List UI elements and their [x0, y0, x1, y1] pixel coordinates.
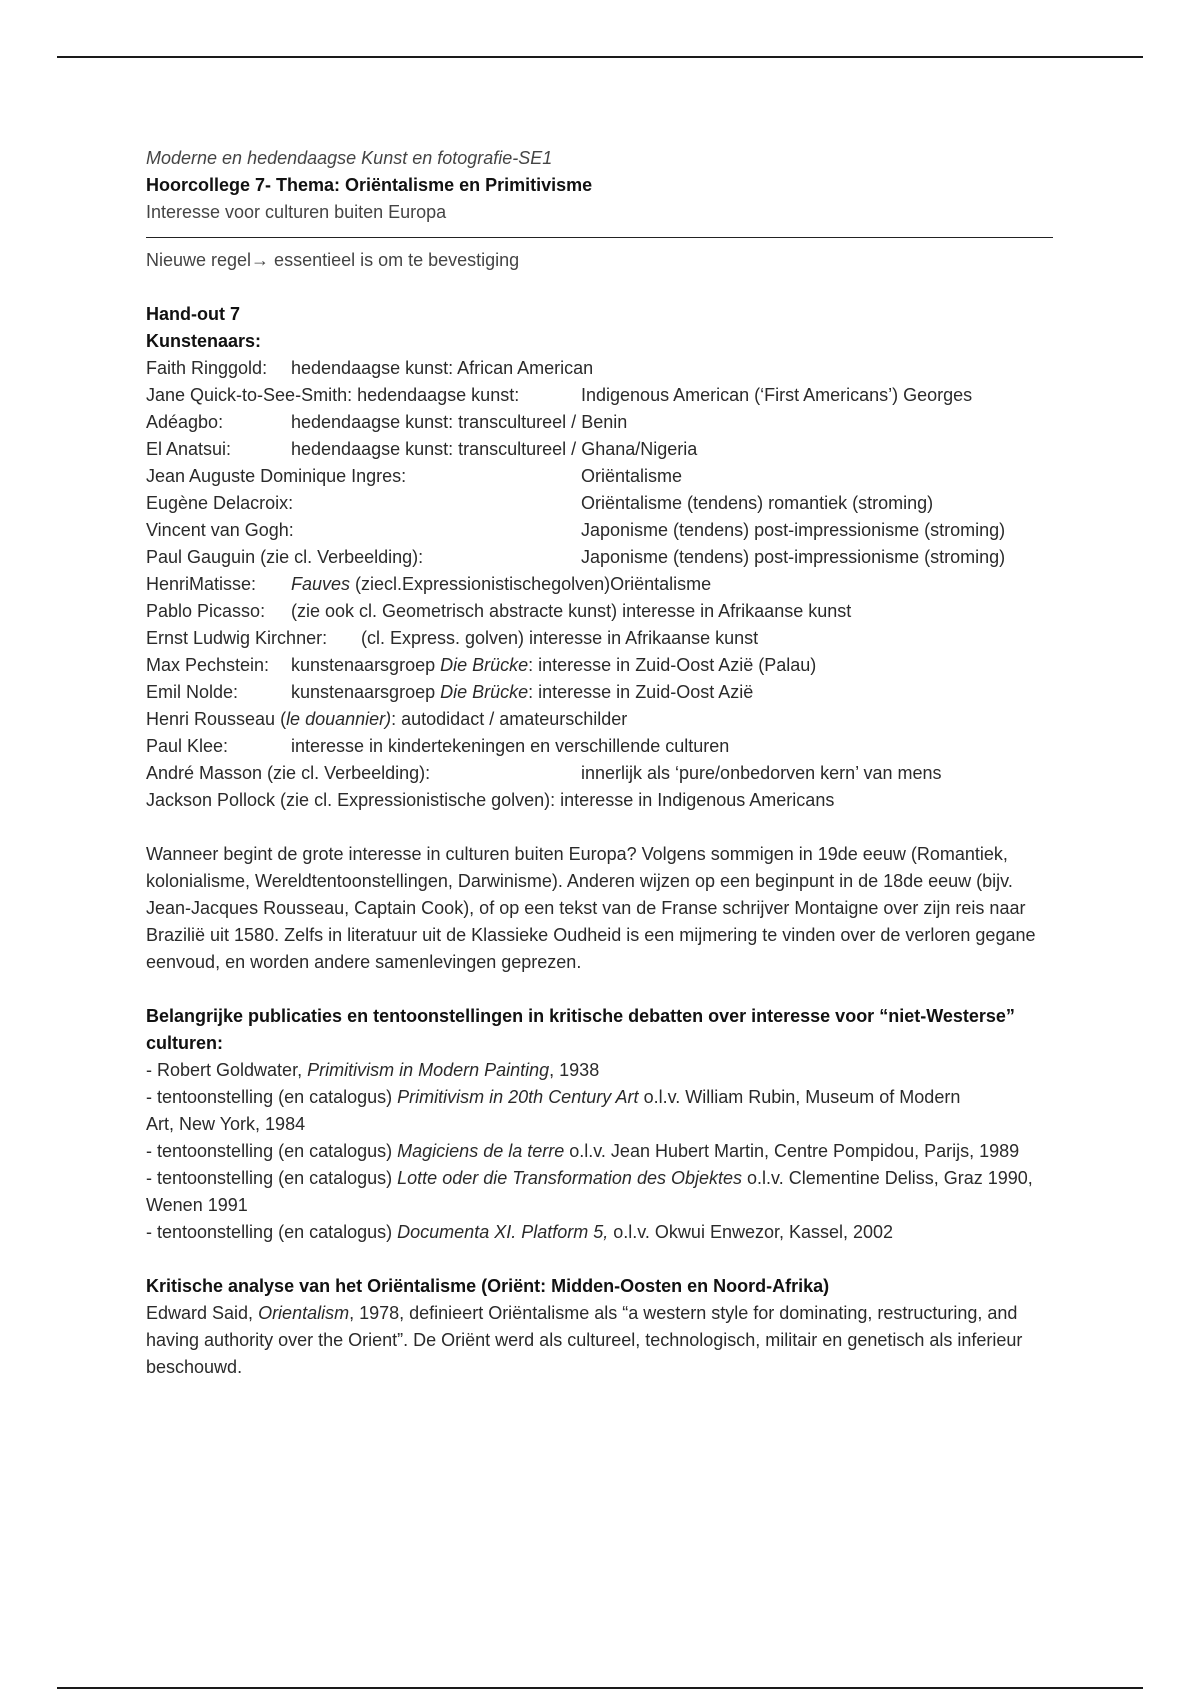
artist-desc: hedendaagse kunst: transcultureel / Ghana/Nigeria	[291, 439, 698, 459]
top-rule	[57, 56, 1143, 58]
artist-row	[146, 598, 1056, 625]
orientalism-heading: Kritische analyse van het Oriëntalisme (Oriënt: Midden-Oosten en Noord-Afrika)	[146, 1276, 830, 1296]
artist-desc: kunstenaarsgroep Die Brücke: interesse in Zuid-Oost Azië (Palau)	[291, 655, 817, 675]
artist-desc: Fauves (ziecl.Expressionistischegolven)Oriëntalisme	[291, 574, 712, 594]
artist-name: Adéagbo:	[146, 412, 224, 432]
artist-name: Eugène Delacroix:	[146, 493, 294, 513]
document-body	[146, 145, 1056, 1381]
publication-item: - tentoonstelling (en catalogus) Magiciens de la terre o.l.v. Jean Hubert Martin, Centre Pompidou, Parijs, 1989	[146, 1141, 1020, 1161]
artist-row	[146, 382, 1056, 409]
artist-name: Vincent van Gogh:	[146, 520, 294, 540]
artist-row	[146, 733, 1056, 760]
artist-row	[146, 436, 1056, 463]
artists-list	[146, 355, 1056, 814]
artist-name: HenriMatisse:	[146, 574, 257, 594]
artist-name: Henri Rousseau (le douannier): autodidact / amateurschilder	[146, 709, 628, 729]
orientalism-paragraph: Edward Said, Orientalism, 1978, definieert Oriëntalisme als “a western style for dominating, restructuring, and having authority over the Orient”. De Oriënt werd als cultureel, technologisch, militair en genetisch als inferieur beschouwd.	[146, 1303, 1023, 1377]
artist-name: Pablo Picasso:	[146, 601, 266, 621]
artist-desc: Japonisme (tendens) post-impressionisme (stroming)	[581, 520, 1006, 540]
artist-name: Ernst Ludwig Kirchner:	[146, 628, 328, 648]
artist-desc: innerlijk als ‘pure/onbedorven kern’ van mens	[581, 763, 942, 783]
publication-item: - tentoonstelling (en catalogus) Documenta XI. Platform 5, o.l.v. Okwui Enwezor, Kassel, 2002	[146, 1222, 894, 1242]
artist-desc: hedendaagse kunst: transcultureel / Benin	[291, 412, 628, 432]
artist-name: Paul Gauguin (zie cl. Verbeelding):	[146, 547, 424, 567]
artist-name: Emil Nolde:	[146, 682, 239, 702]
artist-name: Jackson Pollock (zie cl. Expressionistische golven): interesse in Indigenous Americans	[146, 790, 835, 810]
artist-name: Paul Klee:	[146, 736, 229, 756]
course-title: Moderne en hedendaagse Kunst en fotografie-SE1	[146, 148, 553, 168]
rule-note: Nieuwe regel→ essentieel is om te bevestiging	[146, 250, 520, 270]
publication-item: Art, New York, 1984	[146, 1114, 306, 1134]
artist-name: André Masson (zie cl. Verbeelding):	[146, 763, 431, 783]
bottom-rule	[57, 1687, 1143, 1689]
artist-row	[146, 706, 1056, 733]
intro-paragraph: Wanneer begint de grote interesse in culturen buiten Europa? Volgens sommigen in 19de eeuw (Romantiek, kolonialisme, Wereldtentoonstellingen, Darwinisme). Anderen wijzen op een beginpunt in de 18de eeuw (bijv. Jean-Jacques Rousseau, Captain Cook), of op een tekst van de Franse schrijver Montaigne over zijn reis naar Brazilië uit 1580. Zelfs in literatuur uit de Klassieke Oudheid is een mijmering te vinden over de verloren gegane eenvoud, en worden andere samenlevingen geprezen.	[146, 844, 1036, 972]
artist-row	[146, 760, 1056, 787]
artist-row	[146, 625, 1056, 652]
artist-desc: (cl. Express. golven) interesse in Afrikaanse kunst	[361, 628, 759, 648]
artist-row	[146, 652, 1056, 679]
artist-desc: interesse in kindertekeningen en verschillende culturen	[291, 736, 730, 756]
lecture-title: Hoorcollege 7- Thema: Oriëntalisme en Primitivisme	[146, 175, 593, 195]
artist-row	[146, 517, 1056, 544]
lecture-subtitle: Interesse voor culturen buiten Europa	[146, 202, 447, 222]
artist-row	[146, 544, 1056, 571]
handout-title: Hand-out 7	[146, 304, 240, 324]
artist-desc: Oriëntalisme (tendens) romantiek (stroming)	[581, 493, 934, 513]
artist-name: Faith Ringgold:	[146, 358, 268, 378]
artist-desc: Indigenous American (‘First Americans’) Georges	[581, 385, 973, 405]
artists-heading: Kunstenaars:	[146, 331, 262, 351]
section-divider	[146, 237, 1053, 238]
artist-desc: kunstenaarsgroep Die Brücke: interesse in Zuid-Oost Azië	[291, 682, 754, 702]
artist-desc: Oriëntalisme	[581, 466, 683, 486]
artist-name: Jean Auguste Dominique Ingres:	[146, 466, 407, 486]
artist-row	[146, 787, 1056, 814]
publication-item: - tentoonstelling (en catalogus) Primitivism in 20th Century Art o.l.v. William Rubin, Museum of Modern	[146, 1087, 961, 1107]
publication-item: - tentoonstelling (en catalogus) Lotte oder die Transformation des Objektes o.l.v. Clementine Deliss, Graz 1990, Wenen 1991	[146, 1168, 1033, 1215]
artist-desc: Japonisme (tendens) post-impressionisme (stroming)	[581, 547, 1006, 567]
publication-item: - Robert Goldwater, Primitivism in Modern Painting, 1938	[146, 1060, 600, 1080]
publications-heading: Belangrijke publicaties en tentoonstellingen in kritische debatten over interesse voor “niet-Westerse” culturen:	[146, 1006, 1015, 1053]
artist-row	[146, 490, 1056, 517]
artist-desc: (zie ook cl. Geometrisch abstracte kunst) interesse in Afrikaanse kunst	[291, 601, 852, 621]
artist-row	[146, 409, 1056, 436]
publications-list	[146, 1057, 1056, 1246]
artist-row	[146, 571, 1056, 598]
artist-name: Max Pechstein:	[146, 655, 270, 675]
artist-row	[146, 355, 1056, 382]
artist-desc: hedendaagse kunst: African American	[291, 358, 594, 378]
artist-row	[146, 463, 1056, 490]
artist-row	[146, 679, 1056, 706]
artist-name: El Anatsui:	[146, 439, 232, 459]
artist-name: Jane Quick-to-See-Smith: hedendaagse kunst:	[146, 385, 520, 405]
